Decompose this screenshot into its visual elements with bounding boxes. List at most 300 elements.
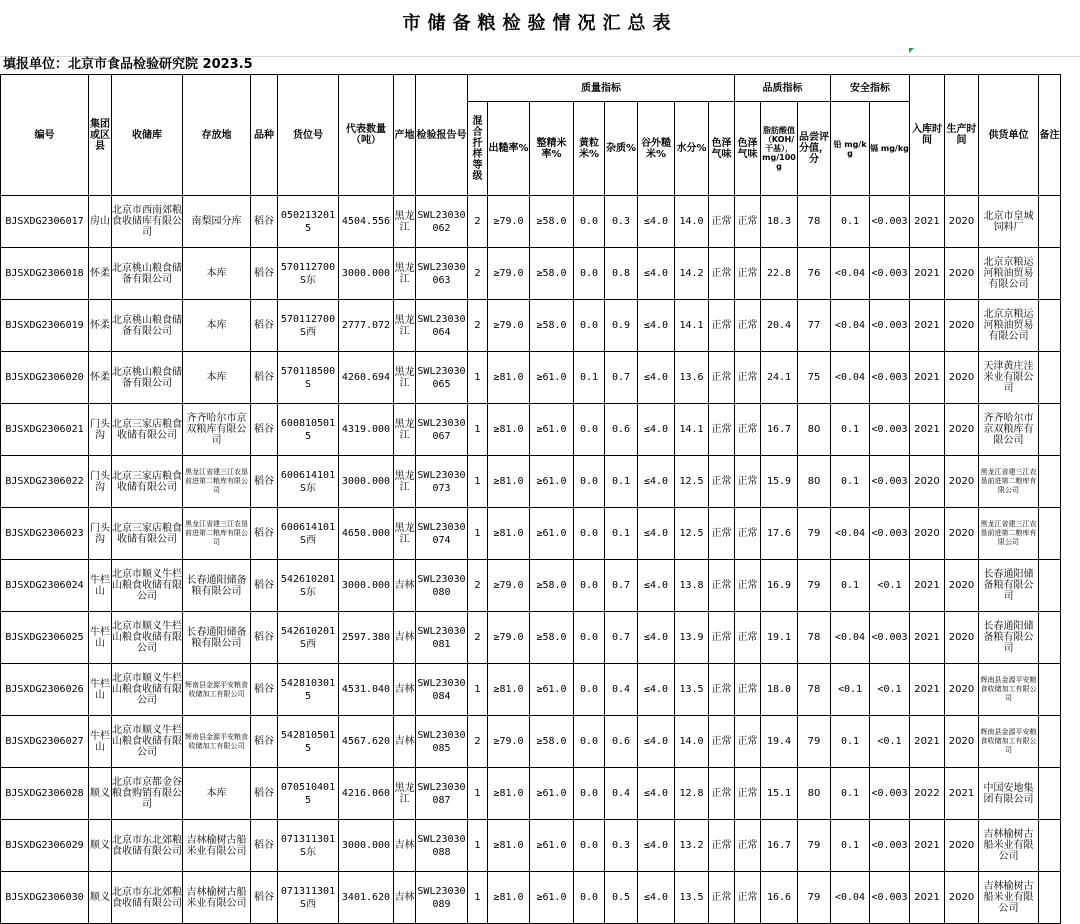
cell-origin: 黑龙江 [394,456,416,508]
cell-report: SWL23030081 [416,612,468,664]
cell-remark [1039,664,1061,716]
cell-yellow: 0.0 [574,664,605,716]
cell-score: 80 [798,404,831,456]
cell-report: SWL23030087 [416,768,468,820]
cell-grade: 2 [468,560,488,612]
col-acid-header: 脂肪酸值（KOH/干基），mg/100g [761,102,798,196]
cell-whole: ≥61.0 [530,664,574,716]
cell-variety: 稻谷 [251,300,278,352]
cell-remark [1039,300,1061,352]
cell-cd: <0.1 [870,664,910,716]
cell-variety: 稻谷 [251,872,278,924]
cell-yellow: 0.0 [574,196,605,248]
cell-impurity: 0.7 [605,352,638,404]
cell-whole: ≥61.0 [530,768,574,820]
cell-origin: 黑龙江 [394,300,416,352]
cell-in-time: 2021 [910,872,945,924]
cell-prod-time: 2020 [945,352,979,404]
cell-slot: 542610201S西 [278,612,339,664]
cell-variety: 稻谷 [251,352,278,404]
cell-cd: <0.003 [870,300,910,352]
cell-score: 78 [798,612,831,664]
cell-quality-color: 正常 [709,664,735,716]
cell-moisture: 13.9 [675,612,709,664]
cell-in-time: 2021 [910,664,945,716]
cell-impurity: 0.3 [605,196,638,248]
cell-code: BJSXDG2306030 [1,872,89,924]
cell-prod-time: 2020 [945,872,979,924]
cell-grade-color: 正常 [735,404,761,456]
cell-code: BJSXDG2306024 [1,560,89,612]
cell-quality-color: 正常 [709,820,735,872]
cell-group: 门头沟 [89,404,112,456]
cell-slot: 570118500S [278,352,339,404]
cell-yellow: 0.0 [574,404,605,456]
cell-origin: 吉林 [394,716,416,768]
cell-grade: 2 [468,300,488,352]
col-yield-header: 出糙率% [488,102,530,196]
cell-quality-color: 正常 [709,768,735,820]
cell-prod-time: 2020 [945,560,979,612]
cell-cd: <0.003 [870,248,910,300]
cell-impurity: 0.7 [605,560,638,612]
cell-cd: <0.003 [870,820,910,872]
cell-remark [1039,196,1061,248]
cell-variety: 稻谷 [251,716,278,768]
cell-cd: <0.003 [870,508,910,560]
cell-cd: <0.003 [870,352,910,404]
col-slot-header: 货位号 [278,75,339,196]
cell-score: 79 [798,820,831,872]
cell-yield: ≥79.0 [488,196,530,248]
cell-lead: <0.04 [831,612,870,664]
grade-quality-group-header: 品质指标 [735,75,831,102]
cell-remark [1039,560,1061,612]
cell-whole: ≥58.0 [530,612,574,664]
cell-slot: 5428105015 [278,716,339,768]
cell-yield: ≥79.0 [488,560,530,612]
cell-impurity: 0.4 [605,768,638,820]
cell-acid: 18.3 [761,196,798,248]
cell-code: BJSXDG2306026 [1,664,89,716]
cell-acid: 19.4 [761,716,798,768]
cell-quantity: 4260.694 [339,352,394,404]
cell-code: BJSXDG2306019 [1,300,89,352]
cell-paddy: ≤4.0 [638,300,675,352]
table-row [1,508,1061,560]
cell-lead: <0.04 [831,508,870,560]
cell-acid: 20.4 [761,300,798,352]
cell-quality-color: 正常 [709,352,735,404]
cell-whole: ≥58.0 [530,560,574,612]
cell-lead: 0.1 [831,456,870,508]
cell-moisture: 14.2 [675,248,709,300]
cell-depot: 北京三家店粮食收储有限公司 [112,404,183,456]
cell-yellow: 0.0 [574,300,605,352]
cell-moisture: 14.0 [675,716,709,768]
cell-prod-time: 2021 [945,768,979,820]
cell-group: 牛栏山 [89,560,112,612]
cell-yield: ≥79.0 [488,716,530,768]
cell-acid: 16.7 [761,404,798,456]
quality-group-header: 质量指标 [468,75,735,102]
col-whole-header: 整精米率% [530,102,574,196]
cell-score: 78 [798,196,831,248]
cell-acid: 19.1 [761,612,798,664]
table-row [1,612,1061,664]
cell-impurity: 0.1 [605,456,638,508]
cell-supplier: 吉林榆树古船米业有限公司 [979,872,1039,924]
cell-score: 78 [798,664,831,716]
cell-paddy: ≤4.0 [638,716,675,768]
table-row [1,352,1061,404]
cell-supplier: 天津黄庄洼米业有限公司 [979,352,1039,404]
cell-lead: <0.04 [831,300,870,352]
cell-yellow: 0.0 [574,872,605,924]
cell-grade: 2 [468,248,488,300]
cell-supplier: 齐齐哈尔市京双粮库有限公司 [979,404,1039,456]
cell-group: 牛栏山 [89,664,112,716]
cell-location: 本库 [183,768,251,820]
cell-grade-color: 正常 [735,612,761,664]
cell-yellow: 0.0 [574,560,605,612]
cell-lead: 0.1 [831,560,870,612]
cell-score: 76 [798,248,831,300]
cell-location: 长春通阳储备粮有限公司 [183,612,251,664]
cell-grade: 1 [468,768,488,820]
cell-code: BJSXDG2306018 [1,248,89,300]
cell-in-time: 2020 [910,508,945,560]
cell-origin: 黑龙江 [394,768,416,820]
cell-score: 80 [798,768,831,820]
cell-supplier: 长春通阳储备粮有限公司 [979,560,1039,612]
cell-grade: 1 [468,508,488,560]
cell-grade: 1 [468,404,488,456]
cell-acid: 16.7 [761,820,798,872]
cell-group: 门头沟 [89,508,112,560]
table-row [1,872,1061,924]
cell-remark [1039,872,1061,924]
cell-variety: 稻谷 [251,456,278,508]
cell-code: BJSXDG2306028 [1,768,89,820]
cell-grade: 1 [468,820,488,872]
cell-yellow: 0.0 [574,248,605,300]
cell-in-time: 2021 [910,300,945,352]
cell-report: SWL23030073 [416,456,468,508]
cell-variety: 稻谷 [251,560,278,612]
cell-impurity: 0.5 [605,872,638,924]
cell-report: SWL23030084 [416,664,468,716]
cell-yellow: 0.0 [574,768,605,820]
cell-whole: ≥61.0 [530,352,574,404]
cell-impurity: 0.3 [605,820,638,872]
cell-cd: <0.003 [870,872,910,924]
cell-score: 79 [798,872,831,924]
cell-grade: 2 [468,612,488,664]
cell-origin: 黑龙江 [394,352,416,404]
cell-moisture: 13.8 [675,560,709,612]
cell-slot: 071311301S西 [278,872,339,924]
table-row [1,248,1061,300]
safety-group-header: 安全指标 [831,75,910,102]
cell-yellow: 0.0 [574,716,605,768]
cell-location: 本库 [183,300,251,352]
cell-yellow: 0.0 [574,612,605,664]
cell-quantity: 4319.000 [339,404,394,456]
cell-code: BJSXDG2306027 [1,716,89,768]
cell-location: 黑龙江省建三江农垦前进第二粮库有限公司 [183,456,251,508]
col-remark-header: 备注 [1039,75,1061,196]
cell-grade: 1 [468,664,488,716]
cell-remark [1039,716,1061,768]
cell-whole: ≥58.0 [530,196,574,248]
cell-variety: 稻谷 [251,196,278,248]
cell-slot: 5428103015 [278,664,339,716]
cell-grade-color: 正常 [735,456,761,508]
cell-location: 长春通阳储备粮有限公司 [183,560,251,612]
cell-quality-color: 正常 [709,456,735,508]
col-variety-header: 品种 [251,75,278,196]
cell-acid: 24.1 [761,352,798,404]
cell-lead: 0.1 [831,716,870,768]
cell-paddy: ≤4.0 [638,612,675,664]
cell-grade-color: 正常 [735,352,761,404]
cell-variety: 稻谷 [251,768,278,820]
cell-cd: <0.1 [870,560,910,612]
cell-acid: 18.0 [761,664,798,716]
cell-depot: 北京桃山粮食储备有限公司 [112,248,183,300]
table-row [1,716,1061,768]
cell-moisture: 13.5 [675,872,709,924]
cell-prod-time: 2020 [945,456,979,508]
cell-whole: ≥61.0 [530,404,574,456]
cell-paddy: ≤4.0 [638,404,675,456]
cell-in-time: 2021 [910,352,945,404]
cell-yield: ≥79.0 [488,300,530,352]
cell-depot: 北京桃山粮食储备有限公司 [112,352,183,404]
table-row [1,664,1061,716]
cell-code: BJSXDG2306020 [1,352,89,404]
table-row [1,560,1061,612]
cell-group: 牛栏山 [89,716,112,768]
cell-in-time: 2021 [910,196,945,248]
cell-paddy: ≤4.0 [638,768,675,820]
cell-remark [1039,248,1061,300]
inspection-summary-table [0,74,1061,924]
cell-report: SWL23030065 [416,352,468,404]
col-moisture-header: 水分% [675,102,709,196]
col-score-header: 品尝评分值，分 [798,102,831,196]
cell-variety: 稻谷 [251,612,278,664]
cell-grade: 2 [468,716,488,768]
col-grade-color-header: 色泽气味 [735,102,761,196]
cell-moisture: 14.1 [675,404,709,456]
cell-code: BJSXDG2306017 [1,196,89,248]
cell-origin: 吉林 [394,664,416,716]
cell-lead: 0.1 [831,404,870,456]
cell-paddy: ≤4.0 [638,508,675,560]
cell-in-time: 2021 [910,404,945,456]
cell-yellow: 0.0 [574,456,605,508]
cell-acid: 16.6 [761,872,798,924]
cell-score: 75 [798,352,831,404]
cell-yield: ≥81.0 [488,820,530,872]
cell-location: 本库 [183,248,251,300]
cell-remark [1039,768,1061,820]
cell-quantity: 3000.000 [339,820,394,872]
cell-yield: ≥81.0 [488,404,530,456]
cell-quality-color: 正常 [709,300,735,352]
cell-whole: ≥58.0 [530,248,574,300]
col-yellow-header: 黄粒米% [574,102,605,196]
cell-variety: 稻谷 [251,820,278,872]
cell-cd: <0.003 [870,612,910,664]
cell-prod-time: 2020 [945,300,979,352]
cell-grade-color: 正常 [735,508,761,560]
cell-depot: 北京市顺义牛栏山粮食收储有限公司 [112,716,183,768]
cell-quantity: 4216.060 [339,768,394,820]
cell-moisture: 14.0 [675,196,709,248]
cell-in-time: 2021 [910,248,945,300]
cell-slot: 600614101S西 [278,508,339,560]
cell-acid: 22.8 [761,248,798,300]
cell-grade-color: 正常 [735,716,761,768]
cell-paddy: ≤4.0 [638,820,675,872]
cell-location: 吉林榆树古船米业有限公司 [183,820,251,872]
cell-depot: 北京市东北郊粮食收储有限公司 [112,872,183,924]
cell-group: 门头沟 [89,456,112,508]
cell-yield: ≥81.0 [488,872,530,924]
cell-lead: <0.04 [831,872,870,924]
cell-yield: ≥81.0 [488,508,530,560]
table-row [1,456,1061,508]
cell-paddy: ≤4.0 [638,560,675,612]
col-quality-color-header: 色泽气味 [709,102,735,196]
cell-yield: ≥79.0 [488,612,530,664]
cell-grade-color: 正常 [735,768,761,820]
cell-report: SWL23030063 [416,248,468,300]
cell-cd: <0.003 [870,404,910,456]
cell-paddy: ≤4.0 [638,196,675,248]
cell-supplier: 北京京粮运河粮油贸易有限公司 [979,300,1039,352]
cell-quantity: 3401.620 [339,872,394,924]
cell-whole: ≥61.0 [530,456,574,508]
cell-origin: 吉林 [394,560,416,612]
cell-paddy: ≤4.0 [638,248,675,300]
cell-origin: 黑龙江 [394,404,416,456]
cell-supplier: 吉林榆树古船米业有限公司 [979,820,1039,872]
cell-whole: ≥61.0 [530,820,574,872]
cell-cd: <0.003 [870,768,910,820]
cell-paddy: ≤4.0 [638,352,675,404]
col-prod-time-header: 生产时间 [945,75,979,196]
cell-report: SWL23030088 [416,820,468,872]
col-impurity-header: 杂质% [605,102,638,196]
cell-score: 79 [798,508,831,560]
table-row [1,196,1061,248]
page-title: 市储备粮检验情况汇总表 [402,13,678,34]
cell-acid: 15.1 [761,768,798,820]
col-cd-header: 镉 mg/kg [870,102,910,196]
cell-impurity: 0.4 [605,664,638,716]
cell-depot: 北京市顺义牛栏山粮食收储有限公司 [112,612,183,664]
cell-prod-time: 2020 [945,820,979,872]
cell-code: BJSXDG2306022 [1,456,89,508]
cell-group: 顺义 [89,872,112,924]
col-depot-header: 收储库 [112,75,183,196]
cell-whole: ≥61.0 [530,508,574,560]
cell-cd: <0.1 [870,716,910,768]
cell-report: SWL23030064 [416,300,468,352]
cell-cd: <0.003 [870,196,910,248]
cell-slot: 0502132015 [278,196,339,248]
cell-location: 吉林榆树古船米业有限公司 [183,872,251,924]
cell-location: 本库 [183,352,251,404]
cell-quality-color: 正常 [709,872,735,924]
cell-supplier: 北京京粮运河粮油贸易有限公司 [979,248,1039,300]
cell-location: 辉南县金源平安粮食收储加工有限公司 [183,716,251,768]
cell-lead: <0.1 [831,664,870,716]
cell-report: SWL23030074 [416,508,468,560]
cell-quality-color: 正常 [709,612,735,664]
cell-grade-color: 正常 [735,872,761,924]
cell-slot: 570112700S西 [278,300,339,352]
table-row [1,404,1061,456]
col-code-header: 编号 [1,75,89,196]
cell-score: 80 [798,456,831,508]
cell-in-time: 2020 [910,456,945,508]
cell-yield: ≥81.0 [488,352,530,404]
cell-lead: <0.04 [831,352,870,404]
cell-depot: 北京市顺义牛栏山粮食收储有限公司 [112,560,183,612]
cell-remark [1039,508,1061,560]
cell-quantity: 4504.556 [339,196,394,248]
cell-whole: ≥58.0 [530,716,574,768]
cell-prod-time: 2020 [945,508,979,560]
cell-yellow: 0.0 [574,820,605,872]
cell-grade-color: 正常 [735,196,761,248]
cell-origin: 黑龙江 [394,508,416,560]
cell-code: BJSXDG2306029 [1,820,89,872]
cell-prod-time: 2020 [945,716,979,768]
cell-yellow: 0.1 [574,352,605,404]
cell-quantity: 4567.620 [339,716,394,768]
cell-code: BJSXDG2306023 [1,508,89,560]
cell-grade: 1 [468,872,488,924]
cell-grade-color: 正常 [735,560,761,612]
cell-acid: 15.9 [761,456,798,508]
cell-in-time: 2021 [910,716,945,768]
col-in-time-header: 入库时间 [910,75,945,196]
cell-supplier: 辉南县金源平安粮食收储加工有限公司 [979,716,1039,768]
cell-slot: 542610201S东 [278,560,339,612]
cell-slot: 071311301S东 [278,820,339,872]
cell-impurity: 0.7 [605,612,638,664]
cell-comment-marker [909,48,914,53]
cell-moisture: 13.5 [675,664,709,716]
cell-paddy: ≤4.0 [638,664,675,716]
cell-quantity: 2777.072 [339,300,394,352]
cell-origin: 吉林 [394,612,416,664]
cell-quantity: 2597.380 [339,612,394,664]
cell-prod-time: 2020 [945,612,979,664]
cell-grade: 1 [468,352,488,404]
col-paddy-header: 谷外糙米% [638,102,675,196]
cell-in-time: 2021 [910,560,945,612]
cell-lead: 0.1 [831,820,870,872]
cell-impurity: 0.8 [605,248,638,300]
cell-prod-time: 2020 [945,196,979,248]
